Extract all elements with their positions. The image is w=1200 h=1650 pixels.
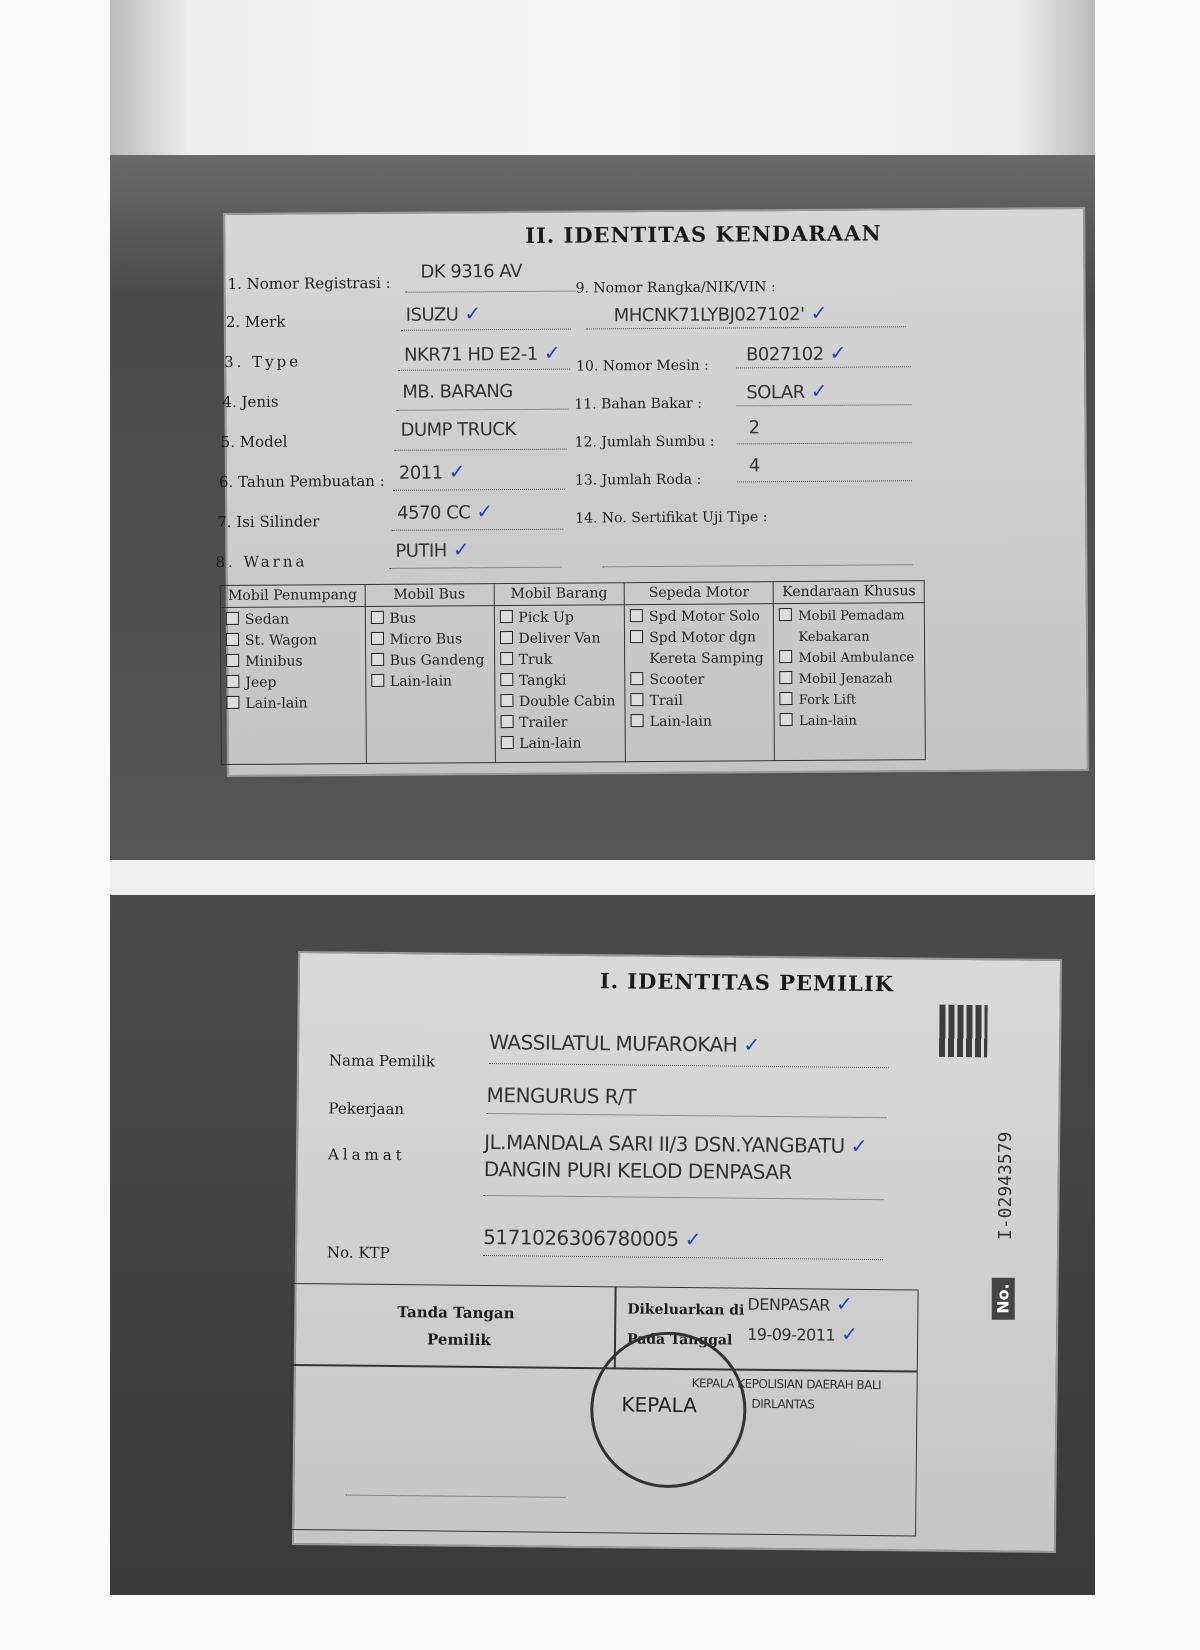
category-option: Truk (500, 649, 620, 671)
document-serial-number: I-02943579 (995, 1131, 1016, 1240)
job-line (486, 1113, 886, 1118)
category-column (494, 604, 626, 762)
axles-value: 2 (748, 417, 760, 439)
ktp-line (483, 1255, 883, 1260)
check-mark-icon: ✓ (448, 459, 466, 484)
category-option: Kereta Samping (649, 649, 764, 667)
checkbox-icon (780, 671, 793, 684)
issued-date-value: 19-09-2011 ✓ (747, 1321, 858, 1346)
checkbox-icon (499, 631, 512, 644)
fuel-value: SOLAR ✓ (746, 378, 828, 404)
fuel-label: 11. Bahan Bakar : (574, 395, 702, 413)
checkbox-icon (500, 652, 513, 665)
model-line (395, 449, 567, 451)
vehicle-section-title: II. IDENTITAS KENDARAAN (525, 220, 882, 248)
merk-value: ISUZU ✓ (405, 301, 481, 326)
type-cert-label: 14. No. Sertifikat Uji Tipe : (575, 509, 768, 527)
signature-label: Tanda Tangan (397, 1303, 515, 1323)
checkbox-icon (499, 610, 512, 623)
category-option: Jeep (226, 672, 360, 694)
category-header: Kendaraan Khusus (774, 581, 925, 604)
category-option: Mobil Pemadam (779, 605, 919, 627)
check-mark-icon: ✓ (476, 499, 493, 524)
check-mark-icon: ✓ (743, 1032, 760, 1057)
fuel-line (736, 404, 911, 406)
check-mark-icon: ✓ (464, 301, 481, 326)
checkbox-icon (630, 672, 643, 685)
checkbox-icon (500, 736, 513, 749)
checkbox-icon (226, 696, 239, 709)
vehicle-category-table (220, 580, 926, 765)
owner-identity-photo (110, 895, 1095, 1595)
category-option: Lain-lain (780, 710, 920, 732)
type-cert-line (603, 564, 913, 567)
wheels-value: 4 (748, 455, 760, 477)
category-option: Lain-lain (500, 733, 620, 755)
category-option: Minibus (226, 651, 360, 673)
engine-line (736, 366, 911, 368)
vin-value: MHCNK71LYBJ027102' ✓ (613, 300, 827, 327)
category-option: Micro Bus (371, 629, 489, 651)
category-option: Mobil Ambulance (780, 647, 920, 669)
category-column (774, 602, 926, 760)
category-option: Lain-lain (226, 693, 360, 715)
axles-line (737, 442, 912, 444)
category-header: Mobil Penumpang (220, 585, 365, 608)
category-header: Sepeda Motor (624, 582, 773, 605)
category-option: Kebakaran (798, 629, 870, 645)
category-option: Trailer (500, 712, 620, 734)
cylinder-value: 4570 CC ✓ (397, 499, 493, 524)
checkbox-icon (371, 632, 384, 645)
checkbox-icon (500, 715, 513, 728)
address-line-1: JL.MANDALA SARI II/3 DSN.YANGBATU ✓ (484, 1129, 868, 1158)
year-label: 6. Tahun Pembuatan : (218, 471, 385, 492)
job-label: Pekerjaan (328, 1099, 405, 1119)
vin-label: 9. Nomor Rangka/NIK/VIN : (575, 279, 776, 297)
color-label: 8. Warna (215, 552, 308, 572)
type-line (398, 369, 570, 371)
check-mark-icon: ✓ (684, 1227, 702, 1252)
checkbox-icon (631, 693, 644, 706)
checkbox-icon (226, 633, 239, 646)
category-column (624, 603, 774, 761)
scan-middle-margin (110, 860, 1095, 895)
category-option: Bus (370, 608, 488, 630)
category-option: Spd Motor dgn (630, 627, 768, 649)
category-option: Lain-lain (631, 711, 769, 733)
jenis-value: MB. BARANG (402, 380, 513, 403)
cylinder-label: 7. Isi Silinder (217, 512, 320, 532)
category-option: Fork Lift (780, 689, 920, 711)
owner-identity-card (292, 951, 1062, 1553)
issued-place-label: Dikeluarkan di (627, 1301, 745, 1319)
stamp-text: KEPALA (621, 1392, 698, 1418)
police-stamp (590, 1331, 748, 1489)
reg-number-value: DK 9316 AV (420, 260, 522, 283)
owner-name-value: WASSILATUL MUFAROKAH ✓ (489, 1030, 760, 1057)
document-serial-label: No. (992, 1277, 1015, 1319)
type-label: 3. Type (224, 352, 302, 372)
checkbox-icon (780, 692, 793, 705)
category-column (220, 606, 366, 764)
engine-value: B027102 ✓ (745, 340, 846, 366)
model-label: 5. Model (220, 432, 288, 452)
color-value: PUTIH ✓ (395, 537, 470, 562)
owner-name-line (489, 1063, 889, 1068)
ktp-label: No. KTP (326, 1243, 390, 1262)
check-mark-icon: ✓ (452, 537, 470, 562)
year-line (393, 489, 565, 491)
check-mark-icon: ✓ (829, 340, 846, 365)
issued-place-value: DENPASAR ✓ (747, 1291, 853, 1316)
owner-name-label: Nama Pemilik (328, 1051, 436, 1071)
vin-line (586, 326, 906, 329)
wheels-label: 13. Jumlah Roda : (574, 471, 702, 489)
category-option: Pick Up (499, 607, 619, 629)
category-option: Lain-lain (371, 671, 489, 693)
category-option: Tangki (500, 670, 620, 692)
checkbox-icon (226, 675, 239, 688)
checkbox-icon (226, 612, 239, 625)
category-option: Bus Gandeng (371, 650, 489, 672)
check-mark-icon: ✓ (810, 378, 828, 403)
check-mark-icon: ✓ (835, 1291, 853, 1316)
type-value: NKR71 HD E2-1 ✓ (403, 340, 561, 366)
address-line-2: DANGIN PURI KELOD DENPASAR (483, 1156, 793, 1185)
reg-number-line (406, 291, 576, 293)
checkbox-icon (780, 650, 793, 663)
address-line (484, 1195, 884, 1200)
cylinder-line (391, 529, 563, 531)
category-option: Sedan (226, 609, 360, 631)
jenis-line (396, 409, 568, 411)
category-header: Mobil Bus (365, 584, 494, 607)
color-line (390, 567, 562, 569)
qr-code-icon (939, 1005, 988, 1057)
check-mark-icon: ✓ (850, 1133, 868, 1158)
checkbox-icon (631, 714, 644, 727)
wheels-line (737, 480, 912, 482)
axles-label: 12. Jumlah Sumbu : (574, 433, 715, 451)
category-option: Mobil Jenazah (780, 668, 920, 690)
check-mark-icon: ✓ (810, 300, 827, 325)
issued-date-label: Pada Tanggal (626, 1331, 733, 1349)
owner-section-title: I. IDENTITAS PEMILIK (599, 968, 895, 997)
official-title: KEPALA KEPOLISIAN DAERAH BALI (691, 1376, 882, 1393)
official-unit: DIRLANTAS (751, 1396, 815, 1412)
address-label: Alamat (327, 1145, 406, 1165)
model-value: DUMP TRUCK (400, 418, 516, 441)
reg-number-label: 1. Nomor Registrasi : (227, 273, 391, 293)
jenis-label: 4. Jenis (222, 392, 279, 412)
checkbox-icon (500, 694, 513, 707)
category-option: Double Cabin (500, 691, 620, 713)
scan-top-margin (110, 0, 1095, 155)
category-column (365, 605, 495, 763)
owner-signature-line (345, 1495, 565, 1498)
checkbox-icon (226, 654, 239, 667)
checkbox-icon (500, 673, 513, 686)
vehicle-identity-photo (110, 155, 1095, 860)
category-option: Spd Motor Solo (630, 606, 768, 628)
checkbox-icon (780, 713, 793, 726)
category-option: St. Wagon (226, 630, 360, 652)
ktp-value: 5171026306780005 ✓ (483, 1224, 702, 1252)
category-option: Trail (631, 690, 769, 712)
check-mark-icon: ✓ (841, 1321, 858, 1346)
checkbox-icon (630, 609, 643, 622)
job-value: MENGURUS R/T (486, 1082, 637, 1109)
merk-line (401, 329, 571, 331)
year-value: 2011 ✓ (398, 459, 466, 484)
checkbox-icon (630, 630, 643, 643)
signature-label: Pemilik (426, 1330, 491, 1350)
category-option: Deliver Van (499, 628, 619, 650)
check-mark-icon: ✓ (543, 340, 561, 365)
merk-label: 2. Merk (225, 312, 286, 331)
checkbox-icon (371, 653, 384, 666)
category-header: Mobil Barang (494, 583, 625, 606)
checkbox-icon (779, 608, 792, 621)
checkbox-icon (371, 674, 384, 687)
category-option: Scooter (630, 669, 768, 691)
checkbox-icon (370, 611, 383, 624)
vehicle-identity-card (215, 207, 1089, 777)
engine-label: 10. Nomor Mesin : (576, 357, 709, 375)
